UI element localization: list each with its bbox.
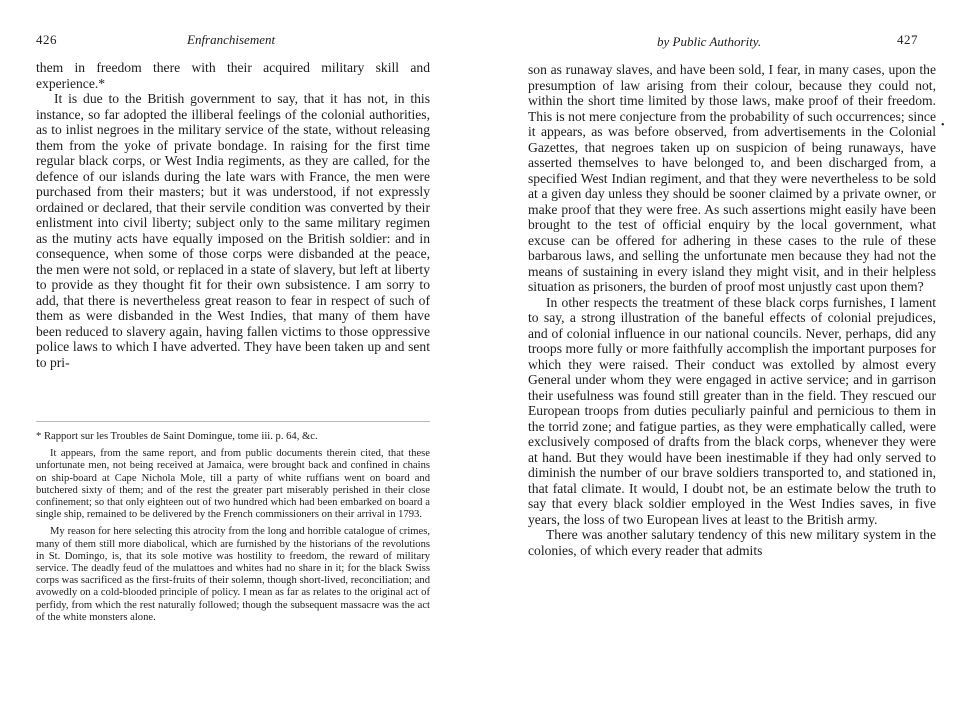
footnote-rule xyxy=(36,421,430,422)
right-paragraph-2: In other respects the treatment of these black corps furnishes, I lament to say, a strong illustration of the baneful effects of colonial prejudices, and of colonial influence in our national councils. Never, perhaps, did any troops more fully or more faithfully accomplish the important purposes for which they were raised. Their conduct was extolled by almost every General under whom they were engaged in active service; and in garrison their usefulness was found still greater than in the field. They rescued our European troops from duties peculiarly painful and pernicious to them in the torrid zone; and fatigue parties, as they were emphatically called, were exclusively composed of drafts from the black corps, whenever they were at hand. But they would have been inestimable if they had only served to diminish the number of our brave soldiers transported to, and stationed in, that fatal climate. It would, I doubt not, be an estimate below the truth to say that every black soldier employed in the West Indies saves, in five years, the loss of two European lives at least to the British army. xyxy=(528,294,936,527)
right-body-text xyxy=(528,62,936,558)
footnotes xyxy=(36,431,430,629)
right-paragraph-3: There was another salutary tendency of this new military system in the colonies, of which every reader that admits xyxy=(528,527,936,558)
running-head-right: by Public Authority. xyxy=(657,34,762,49)
page-number-left: 426 xyxy=(36,32,57,47)
left-paragraph-2: It is due to the British government to say, that it has not, in this instance, so far adopted the illiberal feelings of the colonial authorities, as to inlist negroes in the military service of the state, without releasing them from the yoke of private bondage. In raising for the first time regular black corps, or West India regiments, as they are called, for the defence of our islands during the late wars with France, the men were purchased from their masters; but it was understood, if not expressly ordained or declared, that their servile condition was converted by their enlistment into civil liberty; subject only to the same military regimen as the mutiny acts have equally imposed on the British soldier: and in consequence, when some of those corps were disbanded at the peace, the men were not sold, or replaced in a state of slavery, but left at liberty to provide as they thought fit for their own subsistence. I am sorry to add, that there is nevertheless great reason to fear in respect of such of them as were disbanded in the West Indies, that many of them have been reduced to slavery again, having fallen victims to those oppressive police laws to which I have adverted. They have been taken up and sent to pri- xyxy=(36,91,430,370)
right-paragraph-1: son as runaway slaves, and have been sold, I fear, in many cases, upon the presumption of law arising from their colour, because they could not, within the short time limited by those laws, make proof of their freedom. This is not mere conjecture from the probability of such occurrences; since it appears, as was before observed, from advertisements in the Colonial Gazettes, that negroes taken up on suspicion of being runaways, have asserted themselves to have belonged to, and been discharged from, a specified West Indian regiment, and that they were nevertheless to be sold at a given day unless they should be sooner claimed by a private owner, or make proof that they were free. As such assertions might easily have been brought to the test of official enquiry by the local government, what excuse can be offered for adhering in these cases to the rule of these barbarous laws, and selling the unfortunate men because they had not the means of sustaining in every island they might visit, and in their helpless situation as prisoners, the burden of proof most unjustly cast upon them? xyxy=(528,62,936,294)
footnote-citation: * Rapport sur les Troubles de Saint Domingue, tome iii. p. 64, &c. xyxy=(36,431,318,442)
footnote-paragraph-1: It appears, from the same report, and from public documents therein cited, that these unfortunate men, not being received at Jamaica, were brought back and confined in chains on ship-board at Cape Nichola Mole, till a party of white ruffians went on board and butchered sixty of them; and of the rest the greater part miserably perished in their close confinement; so that only eighteen out of two hundred which had been embarked on board a single ship, remained to be delivered by the French commissioners on their arrival in 1793. xyxy=(36,448,430,521)
page-number-right: 427 xyxy=(897,32,918,47)
footnote-paragraph-2: My reason for here selecting this atrocity from the long and horrible catalogue of crimes, many of them still more diabolical, which are furnished by the historians of the revolutions in St. Domingo, is, that its sole motive was hostility to freedom, the reward of military service. The deadly feud of the mulattoes and whites had no share in it; for the black Swiss corps was sacrificed as the first-fruits of their solemn, though short-lived, reconciliation; and avowedly on a cold-blooded principle of policy. I mean as far as relates to the original act of perfidy, from which the rest naturally followed; though the subsequent massacre was the act of the white monsters alone. xyxy=(36,526,430,623)
left-page xyxy=(0,0,475,702)
left-body-text xyxy=(36,60,430,370)
running-head-left: Enfranchisement xyxy=(187,32,276,47)
margin-mark: • xyxy=(941,120,945,131)
left-paragraph-1: them in freedom there with their acquired military skill and experience.* xyxy=(36,60,430,91)
right-page xyxy=(490,0,980,702)
